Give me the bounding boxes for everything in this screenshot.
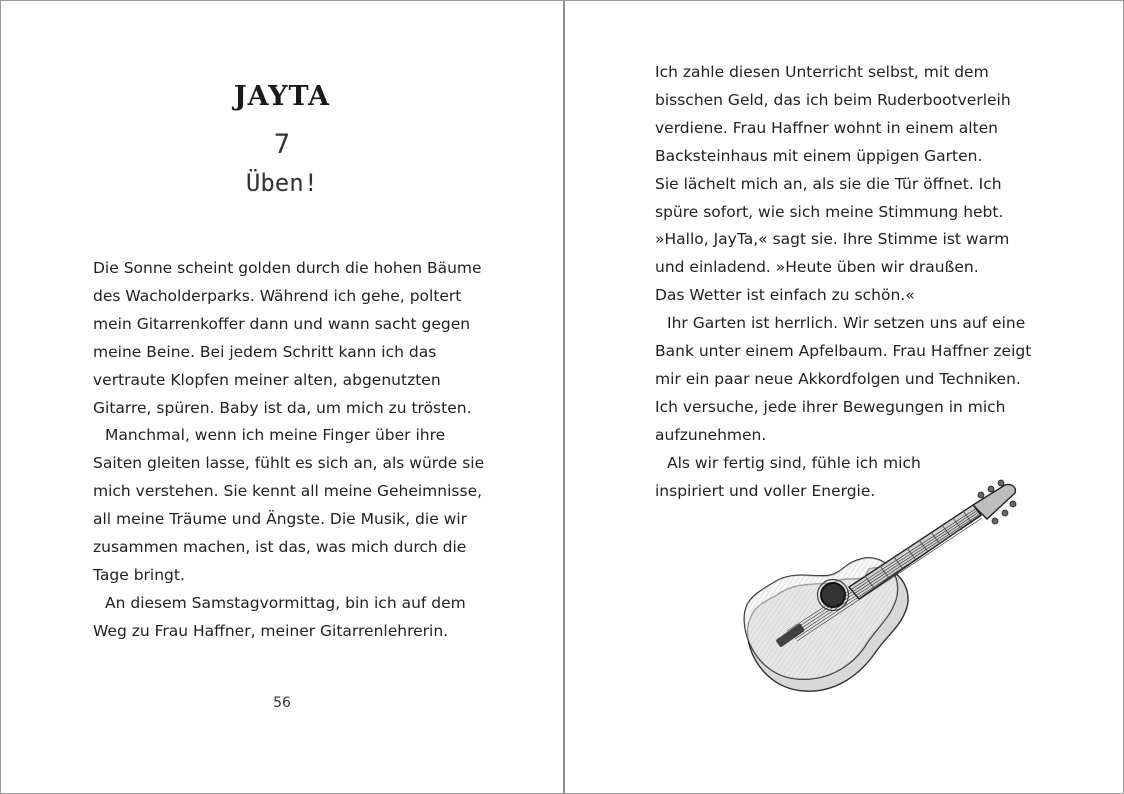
text-line: zusammen machen, ist das, was mich durch die bbox=[93, 538, 467, 557]
text-line: inspiriert und voller Energie. bbox=[655, 481, 876, 500]
right-page bbox=[565, 1, 1123, 793]
left-page bbox=[1, 1, 563, 793]
page-number: 56 bbox=[273, 695, 291, 711]
text-line: Als wir fertig sind, fühle ich mich bbox=[667, 453, 921, 472]
text-line: meine Beine. Bei jedem Schritt kann ich das bbox=[93, 342, 437, 361]
text-line: Tage bringt. bbox=[93, 565, 185, 584]
text-line: Backsteinhaus mit einem üppigen Garten. bbox=[655, 146, 983, 165]
text-line: mir ein paar neue Akkordfolgen und Techniken. bbox=[655, 369, 1021, 388]
guitar-illustration bbox=[737, 477, 1019, 697]
text-line: und einladend. »Heute üben wir draußen. bbox=[655, 258, 979, 277]
chapter-number: 7 bbox=[273, 129, 291, 160]
right-body-text bbox=[655, 59, 1031, 506]
text-line: Weg zu Frau Haffner, meiner Gitarrenlehrerin. bbox=[93, 621, 449, 640]
text-line: bisschen Geld, das ich beim Ruderbootverleih bbox=[655, 90, 1011, 109]
text-line: »Hallo, JayTa,« sagt sie. Ihre Stimme ist warm bbox=[655, 230, 1010, 249]
text-line: Sie lächelt mich an, als sie die Tür öffnet. Ich bbox=[655, 174, 1002, 193]
text-line: Das Wetter ist einfach zu schön.« bbox=[655, 286, 915, 305]
text-line: Manchmal, wenn ich meine Finger über ihre bbox=[105, 426, 446, 445]
text-line: Die Sonne scheint golden durch die hohen Bäume bbox=[93, 259, 482, 277]
text-line: vertraute Klopfen meiner alten, abgenutzten bbox=[93, 370, 441, 389]
text-line: verdiene. Frau Haffner wohnt in einem alten bbox=[655, 118, 998, 137]
text-line: An diesem Samstagvormittag, bin ich auf dem bbox=[105, 593, 466, 612]
text-line: Ich versuche, jede ihrer Bewegungen in mich bbox=[655, 397, 1006, 416]
text-line: Ihr Garten ist herrlich. Wir setzen uns auf eine bbox=[667, 314, 1026, 333]
text-line: Gitarre, spüren. Baby ist da, um mich zu trösten. bbox=[93, 398, 472, 417]
chapter-title: Üben! bbox=[245, 169, 319, 197]
series-title: JAYTA bbox=[233, 81, 331, 112]
left-body-text bbox=[93, 255, 484, 646]
text-line: mich verstehen. Sie kennt all meine Geheimnisse, bbox=[93, 482, 483, 501]
text-line: aufzunehmen. bbox=[655, 425, 767, 444]
text-line: mein Gitarrenkoffer dann und wann sacht gegen bbox=[93, 314, 471, 333]
text-line: Saiten gleiten lasse, fühlt es sich an, als würde sie bbox=[93, 454, 485, 473]
text-line: spüre sofort, wie sich meine Stimmung hebt. bbox=[655, 202, 1004, 221]
text-line: des Wacholderparks. Während ich gehe, poltert bbox=[93, 286, 462, 305]
text-line: Bank unter einem Apfelbaum. Frau Haffner zeigt bbox=[655, 342, 1032, 361]
text-line: all meine Träume und Ängste. Die Musik, die wir bbox=[93, 510, 468, 529]
text-line: Ich zahle diesen Unterricht selbst, mit dem bbox=[655, 63, 989, 81]
